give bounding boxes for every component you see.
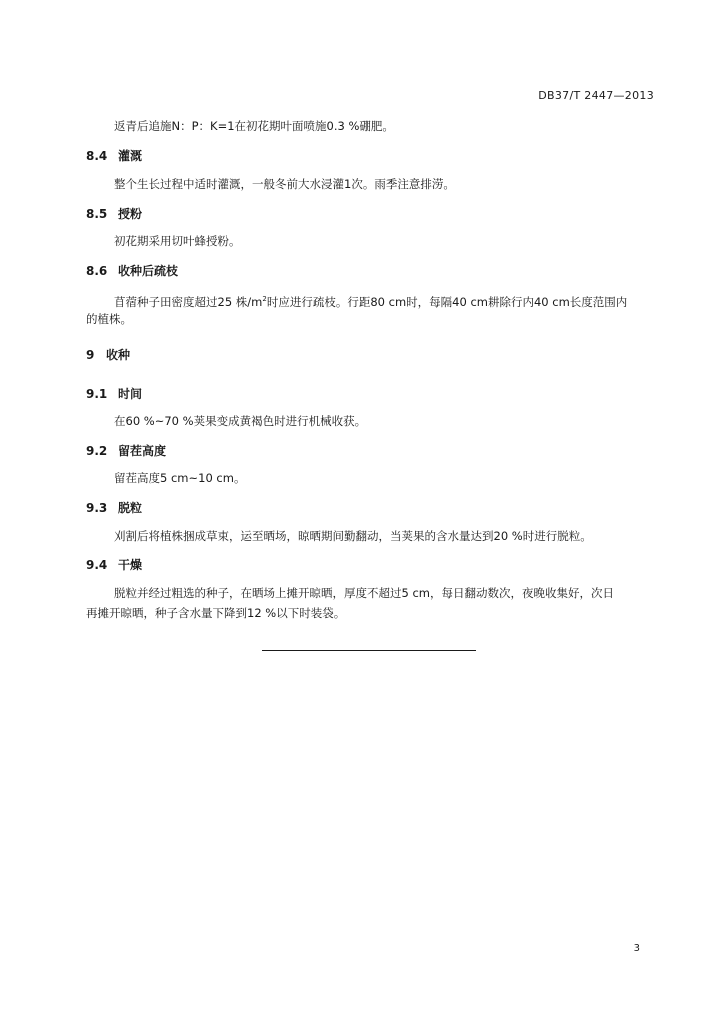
paragraph-pollination: 初花期采用切叶蜂授粉。 xyxy=(114,234,241,248)
section-title: 留茬高度 xyxy=(118,444,167,458)
paragraph-irrigation: 整个生长过程中适时灌溉，一般冬前大水浸灌1次。雨季注意排涝。 xyxy=(114,177,455,191)
paragraph-thinning-line2: 的植株。 xyxy=(86,312,132,326)
section-title: 干燥 xyxy=(118,558,143,572)
paragraph-threshing: 刈割后将植株捆成草束，运至晒场，晾晒期间勤翻动，当荚果的含水量达到20 %时进行脱粒。 xyxy=(114,529,592,543)
section-title: 脱粒 xyxy=(118,501,143,515)
thinning-text-b: 时应进行疏枝。行距80 cm时，每隔40 cm耕除行内40 cm长度范围内 xyxy=(266,295,628,309)
section-heading-9-2 xyxy=(86,442,166,459)
paragraph-harvest-time: 在60 %~70 %荚果变成黄褐色时进行机械收获。 xyxy=(114,414,367,428)
section-heading-9-3 xyxy=(86,499,142,516)
section-number: 8.6 xyxy=(86,264,108,278)
section-heading-8-4 xyxy=(86,147,142,164)
section-number: 8.4 xyxy=(86,149,108,163)
thinning-text-a: 苜蓿种子田密度超过25 株/m xyxy=(114,295,263,309)
end-rule xyxy=(262,650,476,651)
section-number: 9.2 xyxy=(86,444,108,458)
section-number: 9.1 xyxy=(86,387,108,401)
section-title: 授粉 xyxy=(118,207,143,221)
section-heading-9-1 xyxy=(86,385,142,402)
paragraph-stubble-height: 留茬高度5 cm~10 cm。 xyxy=(114,471,246,485)
page-number: 3 xyxy=(633,943,640,954)
standard-code: DB37/T 2447—2013 xyxy=(538,89,654,102)
paragraph-drying-line2: 再摊开晾晒，种子含水量下降到12 %以下时装袋。 xyxy=(86,606,346,620)
chapter-heading-9 xyxy=(86,346,130,363)
section-heading-8-6 xyxy=(86,262,178,279)
paragraph-drying-line1: 脱粒并经过粗选的种子，在晒场上摊开晾晒，厚度不超过5 cm，每日翻动数次，夜晚收集好，次日 xyxy=(114,586,614,600)
section-number: 8.5 xyxy=(86,207,108,221)
section-number: 9.4 xyxy=(86,558,108,572)
section-heading-8-5 xyxy=(86,205,142,222)
chapter-number: 9 xyxy=(86,348,95,362)
section-title: 灌溉 xyxy=(118,149,143,163)
paragraph-fertilizer: 返青后追施N：P：K=1在初花期叶面喷施0.3 %硼肥。 xyxy=(114,119,394,133)
chapter-title: 收种 xyxy=(106,348,131,362)
section-title: 时间 xyxy=(118,387,143,401)
section-number: 9.3 xyxy=(86,501,108,515)
superscript-2: 2 xyxy=(262,295,267,303)
section-title: 收种后疏枝 xyxy=(118,264,179,278)
section-heading-9-4 xyxy=(86,556,142,573)
